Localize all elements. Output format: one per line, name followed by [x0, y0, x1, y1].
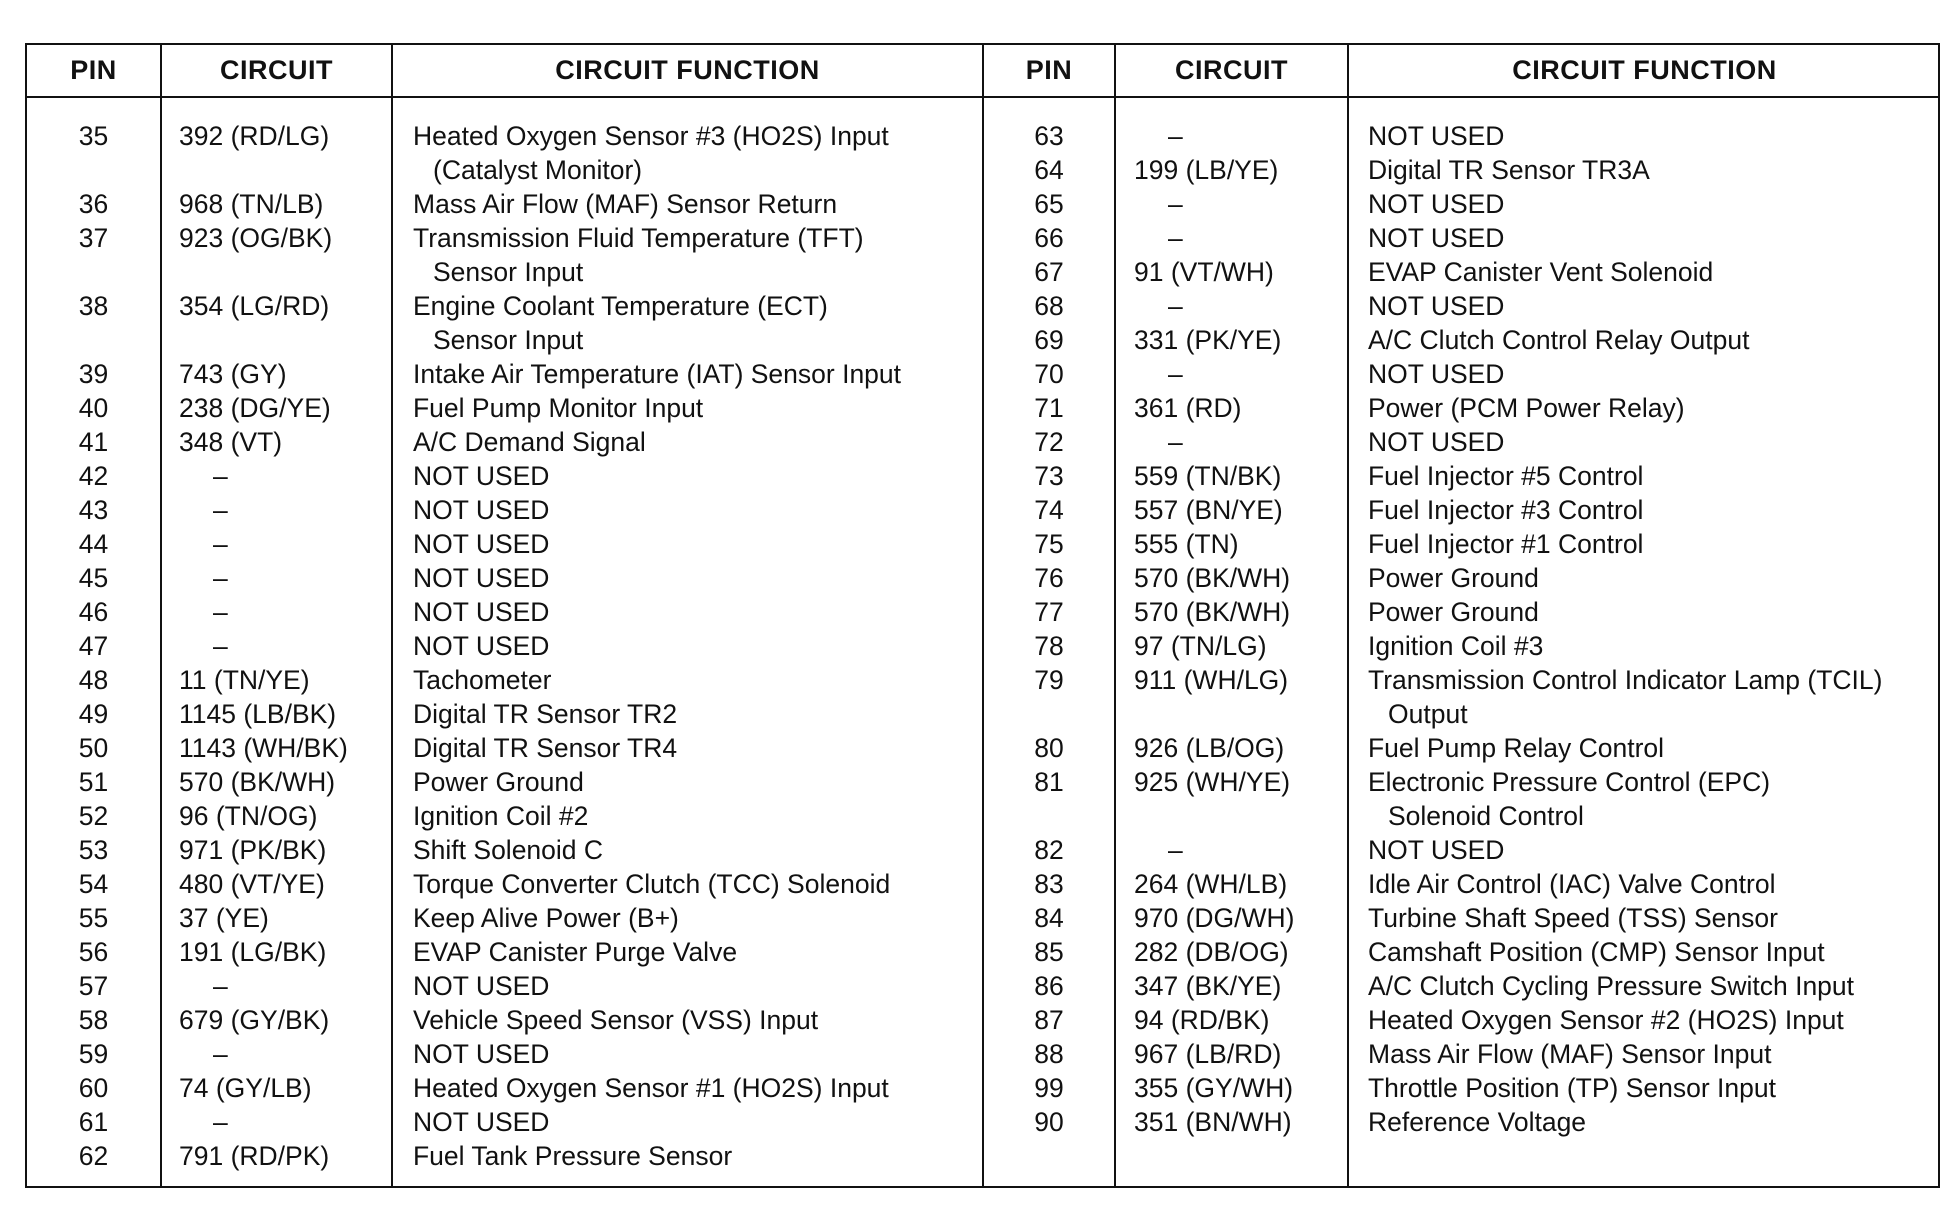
circuit-id: 351 (BN/WH) [1134, 1107, 1292, 1137]
circuit-id: – [213, 597, 228, 627]
circuit-id: 679 (GY/BK) [179, 1005, 330, 1035]
pin-number: 52 [78, 801, 109, 831]
circuit-function: EVAP Canister Purge Valve [413, 937, 738, 967]
pin-number: 47 [78, 631, 109, 661]
circuit-function: Digital TR Sensor TR2 [413, 699, 678, 729]
circuit-id: – [213, 461, 228, 491]
circuit-spacer [179, 255, 389, 289]
header-circuit-left: CIRCUIT [220, 55, 333, 85]
circuit-id: 791 (RD/PK) [179, 1141, 330, 1171]
circuit-id: – [213, 1039, 228, 1069]
circuit-id: 1145 (LB/BK) [179, 699, 337, 729]
pin-spacer [984, 697, 1114, 731]
pin-number: 83 [1034, 869, 1064, 899]
pin-number: 46 [78, 597, 109, 627]
circuit-id: 970 (DG/WH) [1134, 903, 1295, 933]
pin-number: 44 [78, 529, 109, 559]
circuit-spacer [179, 323, 389, 357]
circuit-function: NOT USED [1368, 359, 1505, 389]
circuit-id: – [213, 1107, 228, 1137]
circuit-id: – [213, 563, 228, 593]
circuit-id: 96 (TN/OG) [179, 801, 318, 831]
circuit-id: 925 (WH/YE) [1134, 767, 1291, 797]
circuit-function: Reference Voltage [1368, 1107, 1587, 1137]
circuit-function: Fuel Pump Monitor Input [413, 393, 704, 423]
circuit-function: Solenoid Control [1388, 801, 1584, 831]
pin-number: 73 [1034, 461, 1064, 491]
pin-number: 61 [78, 1107, 109, 1137]
pin-number: 51 [78, 767, 109, 797]
left-pin-column [27, 119, 160, 1173]
left-circuit-column [179, 119, 389, 1173]
pin-number: 66 [1034, 223, 1064, 253]
circuit-function: Vehicle Speed Sensor (VSS) Input [413, 1005, 819, 1035]
pin-number: 88 [1034, 1039, 1064, 1069]
circuit-function: NOT USED [413, 529, 550, 559]
circuit-id: 926 (LB/OG) [1134, 733, 1285, 763]
circuit-function: A/C Clutch Cycling Pressure Switch Input [1368, 971, 1855, 1001]
pin-number: 74 [1034, 495, 1064, 525]
circuit-function: Keep Alive Power (B+) [413, 903, 679, 933]
circuit-id: – [1168, 835, 1183, 865]
column-divider [160, 45, 162, 1186]
circuit-function: NOT USED [413, 1107, 550, 1137]
circuit-id: 392 (RD/LG) [179, 121, 330, 151]
pin-number: 40 [78, 393, 109, 423]
circuit-id: 97 (TN/LG) [1134, 631, 1267, 661]
circuit-id: 570 (BK/WH) [179, 767, 336, 797]
circuit-id: 94 (RD/BK) [1134, 1005, 1270, 1035]
circuit-function: Fuel Injector #1 Control [1368, 529, 1644, 559]
pin-number: 62 [78, 1141, 109, 1171]
circuit-id: 570 (BK/WH) [1134, 563, 1291, 593]
circuit-function: A/C Demand Signal [413, 427, 646, 457]
circuit-function: Heated Oxygen Sensor #3 (HO2S) Input [413, 121, 889, 151]
circuit-id: 968 (TN/LB) [179, 189, 324, 219]
circuit-id: 282 (DB/OG) [1134, 937, 1289, 967]
circuit-id: 923 (OG/BK) [179, 223, 333, 253]
header-function-right: CIRCUIT FUNCTION [1512, 55, 1777, 85]
pin-number: 84 [1034, 903, 1064, 933]
pin-spacer [27, 153, 160, 187]
pin-number: 65 [1034, 189, 1064, 219]
circuit-id: – [1168, 291, 1183, 321]
pin-number: 58 [78, 1005, 109, 1035]
circuit-id: 191 (LG/BK) [179, 937, 327, 967]
circuit-id: – [213, 529, 228, 559]
circuit-function: Idle Air Control (IAC) Valve Control [1368, 869, 1776, 899]
pin-number: 78 [1034, 631, 1064, 661]
pin-number: 50 [78, 733, 109, 763]
pin-number: 60 [78, 1073, 109, 1103]
header-pin-left: PIN [70, 55, 117, 85]
circuit-function: Power Ground [1368, 597, 1539, 627]
circuit-id: – [1168, 223, 1183, 253]
circuit-function: NOT USED [1368, 189, 1505, 219]
pin-number: 42 [78, 461, 109, 491]
pin-number: 45 [78, 563, 109, 593]
pin-number: 37 [78, 223, 109, 253]
header-pin-right: PIN [1025, 55, 1073, 85]
circuit-function: NOT USED [413, 563, 550, 593]
circuit-spacer [179, 153, 389, 187]
pin-number: 68 [1034, 291, 1064, 321]
circuit-function: Transmission Fluid Temperature (TFT) [413, 223, 864, 253]
header-divider [27, 96, 1938, 98]
left-function-column [413, 119, 979, 1173]
circuit-id: 480 (VT/YE) [179, 869, 325, 899]
circuit-id: 555 (TN) [1134, 529, 1239, 559]
circuit-function: Turbine Shaft Speed (TSS) Sensor [1368, 903, 1778, 933]
circuit-function: NOT USED [1368, 291, 1505, 321]
pin-number: 75 [1034, 529, 1064, 559]
pin-number: 35 [78, 121, 109, 151]
pin-number: 57 [78, 971, 109, 1001]
circuit-id: – [1168, 121, 1183, 151]
circuit-function: A/C Clutch Control Relay Output [1368, 325, 1750, 355]
circuit-id: 1143 (WH/BK) [179, 733, 348, 763]
circuit-function: NOT USED [413, 597, 550, 627]
circuit-function: Camshaft Position (CMP) Sensor Input [1368, 937, 1825, 967]
circuit-id: 743 (GY) [179, 359, 287, 389]
circuit-function: NOT USED [413, 1039, 550, 1069]
pin-spacer [27, 255, 160, 289]
circuit-function: NOT USED [1368, 427, 1505, 457]
pin-number: 54 [78, 869, 109, 899]
pin-number: 59 [78, 1039, 109, 1069]
circuit-function: Fuel Pump Relay Control [1368, 733, 1665, 763]
circuit-function: Shift Solenoid C [413, 835, 604, 865]
pin-number: 55 [78, 903, 109, 933]
right-circuit-column [1134, 119, 1344, 1139]
pin-number: 70 [1034, 359, 1064, 389]
circuit-function: Output [1388, 699, 1468, 729]
pin-number: 81 [1034, 767, 1064, 797]
circuit-id: 91 (VT/WH) [1134, 257, 1274, 287]
circuit-id: 355 (GY/WH) [1134, 1073, 1294, 1103]
pin-number: 41 [78, 427, 109, 457]
right-pin-column [984, 119, 1114, 1139]
circuit-id: 967 (LB/RD) [1134, 1039, 1282, 1069]
header-circuit-right: CIRCUIT [1175, 55, 1288, 85]
circuit-function: Fuel Tank Pressure Sensor [413, 1141, 733, 1171]
pin-number: 48 [78, 665, 109, 695]
circuit-function: NOT USED [1368, 223, 1505, 253]
circuit-id: 348 (VT) [179, 427, 283, 457]
pin-number: 86 [1034, 971, 1064, 1001]
circuit-function: Mass Air Flow (MAF) Sensor Input [1368, 1039, 1772, 1069]
circuit-function: EVAP Canister Vent Solenoid [1368, 257, 1714, 287]
pin-number: 43 [78, 495, 109, 525]
pin-number: 64 [1034, 155, 1064, 185]
circuit-id: – [1168, 359, 1183, 389]
circuit-function: NOT USED [413, 495, 550, 525]
circuit-function: Engine Coolant Temperature (ECT) [413, 291, 828, 321]
circuit-function: Transmission Control Indicator Lamp (TCIL) [1368, 665, 1883, 695]
pin-number: 90 [1034, 1107, 1064, 1137]
circuit-function: Fuel Injector #5 Control [1368, 461, 1644, 491]
circuit-id: 559 (TN/BK) [1134, 461, 1282, 491]
pin-table [25, 43, 1940, 1188]
pin-number: 85 [1034, 937, 1064, 967]
pin-number: 77 [1034, 597, 1064, 627]
circuit-spacer [1134, 697, 1344, 731]
circuit-id: 331 (PK/YE) [1134, 325, 1282, 355]
circuit-function: Power Ground [1368, 563, 1539, 593]
circuit-function: Sensor Input [433, 257, 584, 287]
circuit-id: 354 (LG/RD) [179, 291, 330, 321]
circuit-function: Sensor Input [433, 325, 584, 355]
circuit-function: Ignition Coil #2 [413, 801, 589, 831]
pin-number: 76 [1034, 563, 1064, 593]
column-divider [1114, 45, 1116, 1186]
circuit-function: Heated Oxygen Sensor #2 (HO2S) Input [1368, 1005, 1844, 1035]
circuit-function: Power Ground [413, 767, 584, 797]
circuit-function: Tachometer [413, 665, 552, 695]
circuit-id: 37 (YE) [179, 903, 269, 933]
pin-number: 69 [1034, 325, 1064, 355]
circuit-function: Mass Air Flow (MAF) Sensor Return [413, 189, 838, 219]
circuit-id: – [213, 631, 228, 661]
circuit-id: 199 (LB/YE) [1134, 155, 1279, 185]
circuit-function: Digital TR Sensor TR3A [1368, 155, 1650, 185]
circuit-id: – [1168, 189, 1183, 219]
circuit-function: Fuel Injector #3 Control [1368, 495, 1644, 525]
column-divider [391, 45, 393, 1186]
circuit-function: Heated Oxygen Sensor #1 (HO2S) Input [413, 1073, 889, 1103]
pin-spacer [27, 323, 160, 357]
column-divider [1347, 45, 1349, 1186]
pin-number: 80 [1034, 733, 1064, 763]
pin-number: 38 [78, 291, 109, 321]
pin-spacer [984, 799, 1114, 833]
circuit-id: 11 (TN/YE) [179, 665, 310, 695]
pin-number: 63 [1034, 121, 1064, 151]
right-function-column [1368, 119, 1938, 1139]
circuit-function: Ignition Coil #3 [1368, 631, 1544, 661]
pin-number: 79 [1034, 665, 1064, 695]
circuit-spacer [1134, 799, 1344, 833]
circuit-function: NOT USED [413, 631, 550, 661]
pin-number: 87 [1034, 1005, 1064, 1035]
pin-number: 82 [1034, 835, 1064, 865]
circuit-id: 264 (WH/LB) [1134, 869, 1288, 899]
circuit-function: Power (PCM Power Relay) [1368, 393, 1685, 423]
circuit-id: 74 (GY/LB) [179, 1073, 312, 1103]
circuit-function: Intake Air Temperature (IAT) Sensor Input [413, 359, 902, 389]
pin-number: 67 [1034, 257, 1064, 287]
circuit-function: Electronic Pressure Control (EPC) [1368, 767, 1771, 797]
pin-number: 49 [78, 699, 109, 729]
circuit-function: (Catalyst Monitor) [433, 155, 643, 185]
circuit-function: NOT USED [413, 971, 550, 1001]
circuit-id: – [213, 971, 228, 1001]
circuit-id: 570 (BK/WH) [1134, 597, 1291, 627]
header-function-left: CIRCUIT FUNCTION [555, 55, 820, 85]
circuit-id: – [213, 495, 228, 525]
circuit-function: NOT USED [413, 461, 550, 491]
pin-number: 53 [78, 835, 109, 865]
circuit-id: 557 (BN/YE) [1134, 495, 1283, 525]
circuit-function: NOT USED [1368, 121, 1505, 151]
circuit-function: Torque Converter Clutch (TCC) Solenoid [413, 869, 891, 899]
circuit-id: 361 (RD) [1134, 393, 1242, 423]
pin-number: 99 [1034, 1073, 1064, 1103]
circuit-id: 971 (PK/BK) [179, 835, 327, 865]
pin-number: 39 [78, 359, 109, 389]
pin-number: 72 [1034, 427, 1064, 457]
pin-number: 71 [1034, 393, 1064, 423]
pin-number: 56 [78, 937, 109, 967]
circuit-function: Throttle Position (TP) Sensor Input [1368, 1073, 1776, 1103]
circuit-id: – [1168, 427, 1183, 457]
pin-number: 36 [78, 189, 109, 219]
circuit-id: 238 (DG/YE) [179, 393, 331, 423]
circuit-function: Digital TR Sensor TR4 [413, 733, 678, 763]
circuit-id: 911 (WH/LG) [1134, 665, 1289, 695]
circuit-id: 347 (BK/YE) [1134, 971, 1282, 1001]
circuit-function: NOT USED [1368, 835, 1505, 865]
